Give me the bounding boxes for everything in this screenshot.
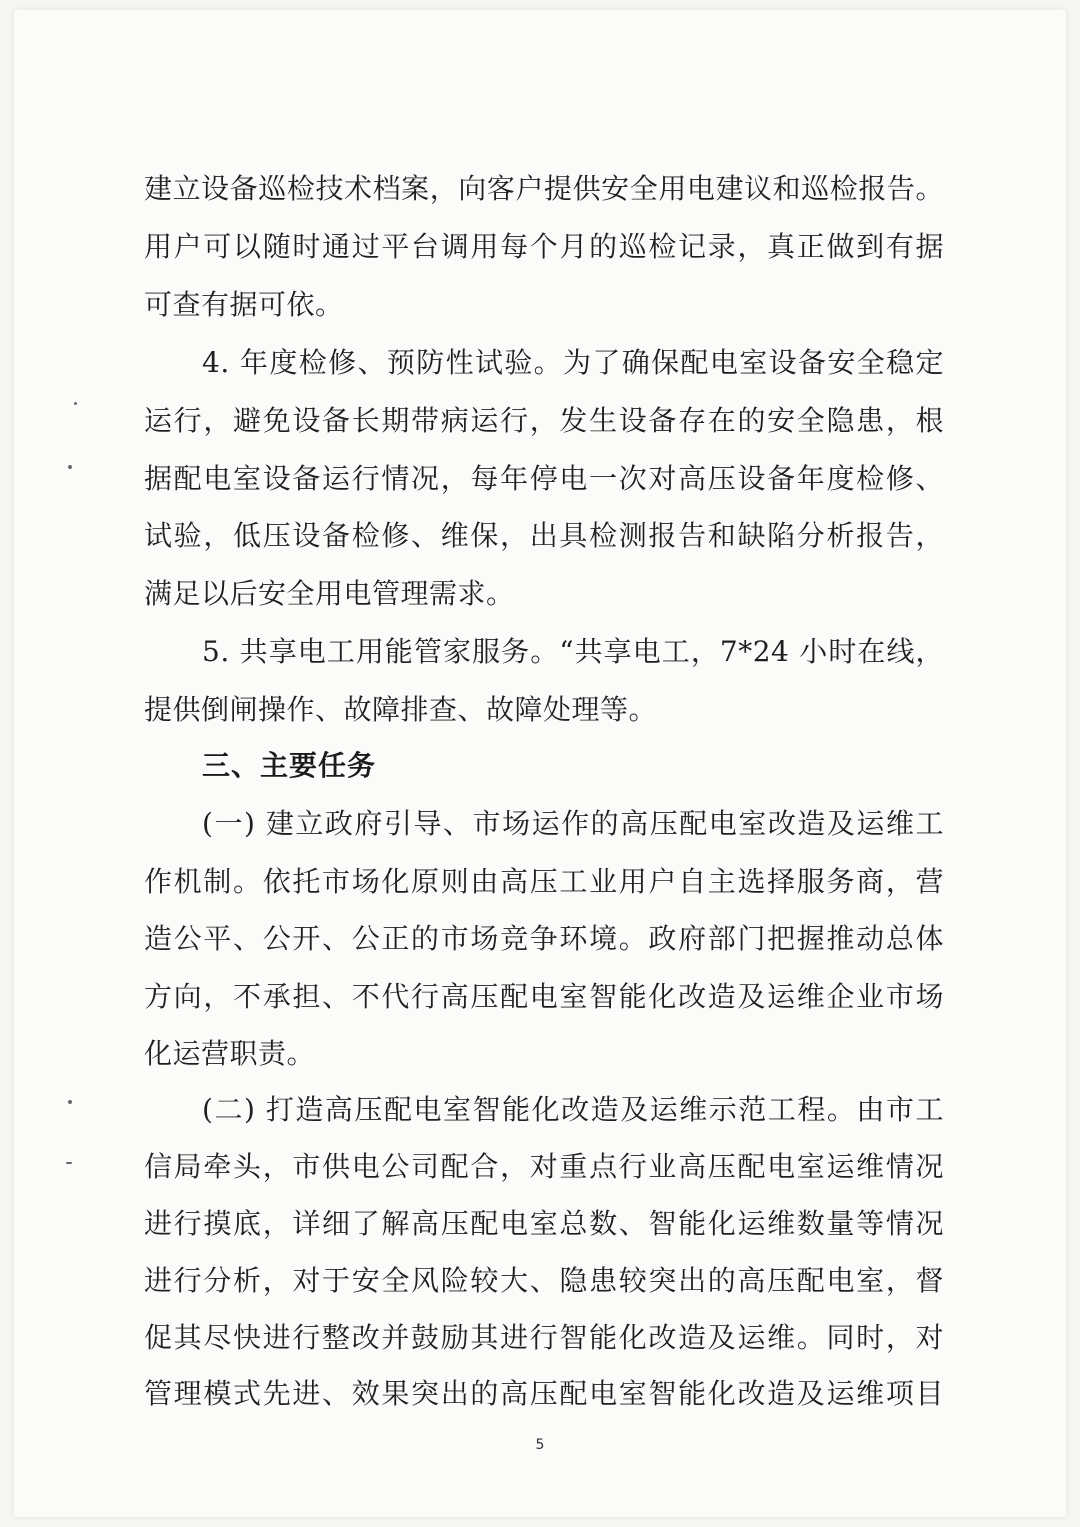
body-line: 方向，不承担、不代行高压配电室智能化改造及运维企业市场 xyxy=(144,980,944,1013)
body-line: 5. 共享电工用能管家服务。“共享电工，7*24 小时在线， xyxy=(202,635,944,668)
body-line: 化运营职责。 xyxy=(144,1037,316,1070)
body-line: 进行摸底，详细了解高压配电室总数、智能化运维数量等情况 xyxy=(144,1207,944,1240)
body-line: (一) 建立政府引导、市场运作的高压配电室改造及运维工 xyxy=(202,807,944,840)
scan-speck xyxy=(68,1100,72,1104)
page-number: 5 xyxy=(535,1437,545,1453)
section-heading: 三、主要任务 xyxy=(202,749,377,782)
body-line: 满足以后安全用电管理需求。 xyxy=(144,577,515,610)
body-line: 管理模式先进、效果突出的高压配电室智能化改造及运维项目 xyxy=(144,1377,944,1410)
document-page xyxy=(14,10,1066,1517)
body-line: 建立设备巡检技术档案，向客户提供安全用电建议和巡检报告。 xyxy=(144,172,944,205)
body-line: 提供倒闸操作、故障排查、故障处理等。 xyxy=(144,693,658,726)
body-line: 作机制。依托市场化原则由高压工业用户自主选择服务商，营 xyxy=(144,865,944,898)
body-line: 进行分析，对于安全风险较大、隐患较突出的高压配电室，督 xyxy=(144,1264,944,1297)
scan-speck xyxy=(74,402,77,405)
body-line: 可查有据可依。 xyxy=(144,288,344,321)
body-line: 信局牵头，市供电公司配合，对重点行业高压配电室运维情况 xyxy=(144,1150,944,1183)
body-line: 造公平、公开、公正的市场竞争环境。政府部门把握推动总体 xyxy=(144,922,944,955)
body-line: (二) 打造高压配电室智能化改造及运维示范工程。由市工 xyxy=(202,1093,944,1126)
scan-speck xyxy=(66,1162,72,1164)
body-line: 促其尽快进行整改并鼓励其进行智能化改造及运维。同时，对 xyxy=(144,1321,944,1354)
body-line: 用户可以随时通过平台调用每个月的巡检记录，真正做到有据 xyxy=(144,230,944,263)
body-line: 据配电室设备运行情况，每年停电一次对高压设备年度检修、 xyxy=(144,462,944,495)
body-line: 运行，避免设备长期带病运行，发生设备存在的安全隐患，根 xyxy=(144,404,944,437)
document-body xyxy=(14,10,1066,1517)
body-line: 试验，低压设备检修、维保，出具检测报告和缺陷分析报告， xyxy=(144,519,944,552)
scan-speck xyxy=(68,465,72,469)
body-line: 4. 年度检修、预防性试验。为了确保配电室设备安全稳定 xyxy=(202,346,944,379)
